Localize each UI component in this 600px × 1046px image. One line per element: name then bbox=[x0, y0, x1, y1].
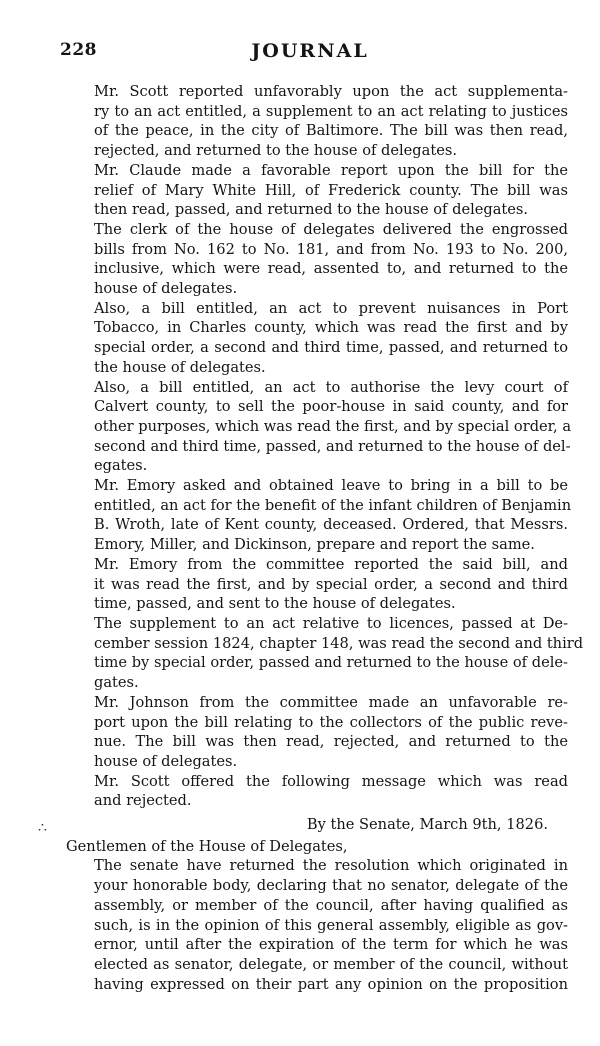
text-line: time by special order, passed and returned to the house of dele- bbox=[94, 654, 568, 672]
text-line: entitled, an act for the benefit of the infant children of Benjamin bbox=[94, 496, 572, 514]
proceedings bbox=[58, 82, 584, 811]
paragraph bbox=[58, 161, 568, 220]
text-line: house of delegates. bbox=[94, 280, 238, 298]
dateline: By the Senate, March 9th, 1826. bbox=[306, 816, 548, 834]
paragraph bbox=[58, 614, 584, 693]
text-line: Mr. Emory asked and obtained leave to bring in a bill to be bbox=[94, 477, 568, 495]
text-line: rejected, and returned to the house of delegates. bbox=[94, 142, 457, 160]
paragraph bbox=[58, 82, 568, 161]
text-line: Tobacco, in Charles county, which was read the first and by bbox=[94, 319, 568, 337]
text-line: inclusive, which were read, assented to, and returned to the bbox=[94, 260, 568, 278]
text-line: Also, a bill entitled, an act to authorise the levy court of bbox=[94, 378, 568, 396]
text-line: Mr. Claude made a favorable report upon the bill for the bbox=[94, 161, 568, 179]
message-text bbox=[58, 856, 568, 994]
text-line: assembly, or member of the council, after having qualified as bbox=[94, 896, 568, 914]
text-line: The senate have returned the resolution which originated in bbox=[94, 857, 568, 875]
margin-mark-icon: ∴ bbox=[38, 820, 47, 836]
text-line: cember session 1824, chapter 148, was read the second and third bbox=[94, 634, 584, 652]
text-line: The supplement to an act relative to licences, passed at De- bbox=[94, 614, 568, 632]
running-head: JOURNAL bbox=[251, 40, 369, 62]
text-line: then read, passed, and returned to the house of delegates. bbox=[94, 201, 529, 219]
text-line: gates. bbox=[94, 674, 139, 692]
text-line: bills from No. 162 to No. 181, and from No. 193 to No. 200, bbox=[94, 240, 568, 258]
page-header bbox=[60, 40, 560, 64]
paragraph bbox=[58, 476, 572, 555]
paragraph bbox=[58, 772, 568, 811]
text-line: your honorable body, declaring that no senator, delegate of the bbox=[94, 877, 568, 895]
text-line: having expressed on their part any opinion on the proposition bbox=[94, 975, 568, 993]
text-line: The clerk of the house of delegates delivered the engrossed bbox=[94, 220, 568, 238]
text-line: of the peace, in the city of Baltimore. The bill was then read, bbox=[94, 122, 568, 140]
text-line: house of delegates. bbox=[94, 752, 238, 770]
text-line: egates. bbox=[94, 457, 148, 475]
text-line: ry to an act entitled, a supplement to an act relating to justices bbox=[94, 102, 568, 120]
paragraph bbox=[58, 299, 568, 378]
text-line: relief of Mary White Hill, of Frederick county. The bill was bbox=[94, 181, 568, 199]
text-line: Mr. Emory from the committee reported the said bill, and bbox=[94, 555, 568, 573]
paragraph bbox=[58, 856, 568, 994]
text-line: the house of delegates. bbox=[94, 358, 266, 376]
paragraph bbox=[58, 693, 568, 772]
text-line: second and third time, passed, and returned to the house of del- bbox=[94, 437, 571, 455]
page-number: 228 bbox=[60, 40, 97, 60]
text-line: port upon the bill relating to the collectors of the public reve- bbox=[94, 713, 568, 731]
text-line: nue. The bill was then read, rejected, and returned to the bbox=[94, 733, 568, 751]
text-line: such, is in the opinion of this general assembly, eligible as gov- bbox=[94, 916, 568, 934]
text-line: Calvert county, to sell the poor-house in said county, and for bbox=[94, 398, 568, 416]
journal-body bbox=[58, 82, 584, 994]
text-line: Mr. Johnson from the committee made an unfavorable re- bbox=[94, 693, 568, 711]
paragraph bbox=[58, 378, 572, 477]
text-line: Emory, Miller, and Dickinson, prepare and report the same. bbox=[94, 536, 535, 554]
text-line: Mr. Scott offered the following message which was read bbox=[94, 772, 568, 790]
paragraph bbox=[58, 220, 568, 299]
salutation: Gentlemen of the House of Delegates, bbox=[66, 837, 348, 855]
text-line: time, passed, and sent to the house of delegates. bbox=[94, 595, 456, 613]
text-line: special order, a second and third time, passed, and returned to bbox=[94, 339, 568, 357]
text-line: it was read the first, and by special order, a second and third bbox=[94, 575, 568, 593]
text-line: B. Wroth, late of Kent county, deceased. Ordered, that Messrs. bbox=[94, 516, 568, 534]
text-line: Also, a bill entitled, an act to prevent nuisances in Port bbox=[94, 299, 568, 317]
text-line: elected as senator, delegate, or member of the council, without bbox=[94, 955, 568, 973]
paragraph bbox=[58, 555, 568, 614]
text-line: Mr. Scott reported unfavorably upon the act supplementa- bbox=[94, 83, 568, 100]
text-line: ernor, until after the expiration of the term for which he was bbox=[94, 936, 568, 954]
text-line: and rejected. bbox=[94, 792, 192, 810]
text-line: other purposes, which was read the first, and by special order, a bbox=[94, 417, 572, 435]
